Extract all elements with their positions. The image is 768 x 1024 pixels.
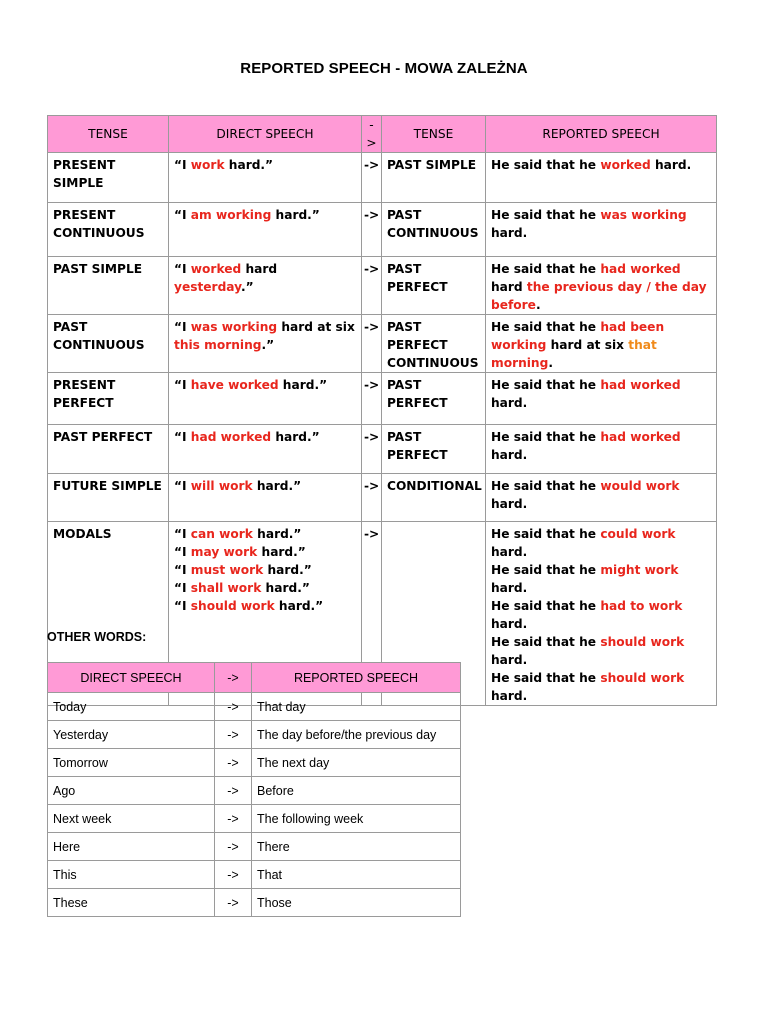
direct-speech-cell [169, 474, 362, 522]
plain-text: He said that he [491, 479, 601, 493]
plain-text: hard. [491, 653, 528, 667]
highlighted-text: had worked [600, 430, 681, 444]
plain-text: “I [174, 545, 191, 559]
reported-speech-cell [486, 522, 717, 706]
plain-text: “I [174, 262, 191, 276]
orange-text: that [628, 338, 657, 352]
reported-word-cell: That day [252, 693, 461, 721]
reported-speech-cell-line [491, 477, 711, 513]
arrow-cell: -> [362, 425, 382, 474]
header-reported-speech: REPORTED SPEECH [486, 116, 717, 153]
plain-text: He said that he [491, 262, 601, 276]
reported-tense-cell: PAST SIMPLE [382, 153, 486, 203]
tense-cell: PRESENT SIMPLE [48, 153, 169, 203]
plain-text: hard. [491, 617, 528, 631]
direct-speech-cell-line [174, 318, 356, 354]
highlighted-text: may work [190, 545, 258, 559]
direct-speech-cell-line [174, 543, 356, 561]
table-row [48, 749, 461, 777]
highlighted-text: should work [190, 599, 275, 613]
arrow-cell: -> [215, 749, 252, 777]
plain-text: “I [174, 158, 191, 172]
reported-speech-cell-line [491, 597, 711, 633]
arrow-cell: -> [362, 257, 382, 315]
tense-cell: PAST CONTINUOUS [48, 315, 169, 373]
reported-speech-cell [486, 425, 717, 474]
plain-text: .” [240, 280, 254, 294]
direct-speech-cell-line [174, 597, 356, 615]
direct-speech-cell-line [174, 376, 356, 394]
plain-text: “I [174, 563, 191, 577]
other-words-body [48, 693, 461, 917]
tense-table [47, 115, 717, 706]
reported-word-cell: That [252, 861, 461, 889]
highlighted-text: had worked [600, 262, 681, 276]
plain-text: hard. [491, 448, 528, 462]
direct-speech-cell [169, 257, 362, 315]
direct-word-cell: Tomorrow [48, 749, 215, 777]
table-row [48, 257, 717, 315]
direct-word-cell: Today [48, 693, 215, 721]
arrow-cell: -> [215, 861, 252, 889]
tense-table-body [48, 153, 717, 706]
plain-text: hard. [491, 396, 528, 410]
direct-word-cell: Next week [48, 805, 215, 833]
highlighted-text: should work [600, 635, 685, 649]
highlighted-text: might work [600, 563, 679, 577]
plain-text: . [548, 356, 553, 370]
reported-speech-cell [486, 474, 717, 522]
plain-text: hard. [491, 497, 528, 511]
highlighted-text: yesterday [174, 280, 241, 294]
direct-speech-cell-line [174, 206, 356, 224]
direct-speech-cell [169, 425, 362, 474]
direct-word-cell: Ago [48, 777, 215, 805]
plain-text: He said that he [491, 158, 601, 172]
highlighted-text: work [190, 158, 225, 172]
plain-text: hard at six [277, 320, 355, 334]
highlighted-text: am working [190, 208, 272, 222]
tense-table-header [48, 116, 717, 153]
plain-text: hard. [650, 158, 692, 172]
reported-speech-cell [486, 257, 717, 315]
table-row [48, 721, 461, 749]
plain-text: hard.” [224, 158, 274, 172]
reported-speech-cell [486, 203, 717, 257]
table-row [48, 315, 717, 373]
direct-word-cell: This [48, 861, 215, 889]
highlighted-text: was working [190, 320, 278, 334]
table-row [48, 474, 717, 522]
table-row [48, 777, 461, 805]
highlighted-text: worked [600, 158, 651, 172]
reported-speech-cell [486, 315, 717, 373]
reported-tense-cell: PAST PERFECT [382, 425, 486, 474]
plain-text: hard.” [257, 545, 306, 559]
reported-speech-cell [486, 373, 717, 425]
table-row [48, 373, 717, 425]
reported-tense-cell: PAST CONTINUOUS [382, 203, 486, 257]
plain-text: hard.” [271, 430, 320, 444]
highlighted-text: would work [600, 479, 680, 493]
plain-text: hard at six [546, 338, 629, 352]
reported-speech-cell-line [491, 561, 711, 597]
highlighted-text: must work [190, 563, 264, 577]
reported-word-cell: There [252, 833, 461, 861]
arrow-cell: -> [362, 522, 382, 706]
reported-word-cell: Before [252, 777, 461, 805]
direct-speech-cell [169, 203, 362, 257]
plain-text: hard [241, 262, 278, 276]
table-row [48, 889, 461, 917]
direct-speech-cell [169, 153, 362, 203]
direct-speech-cell-line [174, 477, 356, 495]
reported-speech-cell-line [491, 206, 711, 242]
direct-word-cell: Yesterday [48, 721, 215, 749]
arrow-cell: -> [215, 833, 252, 861]
highlighted-text: morning [491, 356, 549, 370]
plain-text: hard. [491, 226, 528, 240]
header-arrow: -> [215, 663, 252, 693]
header-direct-speech: DIRECT SPEECH [169, 116, 362, 153]
other-words-label: OTHER WORDS: [47, 630, 147, 644]
header-tense: TENSE [48, 116, 169, 153]
plain-text: He said that he [491, 378, 601, 392]
plain-text: hard.” [252, 527, 302, 541]
reported-word-cell: Those [252, 889, 461, 917]
reported-speech-cell-line [491, 376, 711, 412]
plain-text: hard.” [252, 479, 302, 493]
plain-text: “I [174, 527, 191, 541]
plain-text: “I [174, 479, 191, 493]
highlighted-text: had worked [190, 430, 272, 444]
arrow-cell: -> [215, 721, 252, 749]
header-direct-speech: DIRECT SPEECH [48, 663, 215, 693]
plain-text: He said that he [491, 635, 601, 649]
plain-text: “I [174, 581, 191, 595]
arrow-cell: -> [215, 693, 252, 721]
header-arrow: -> [362, 116, 382, 153]
reported-word-cell: The next day [252, 749, 461, 777]
reported-speech-cell-line [491, 318, 711, 372]
plain-text: hard.” [271, 208, 320, 222]
highlighted-text: will work [190, 479, 253, 493]
plain-text: He said that he [491, 563, 601, 577]
plain-text: hard. [491, 689, 528, 703]
highlighted-text: shall work [190, 581, 262, 595]
direct-speech-cell-line [174, 428, 356, 446]
reported-word-cell: The following week [252, 805, 461, 833]
arrow-cell: -> [362, 474, 382, 522]
reported-speech-cell [486, 153, 717, 203]
table-row [48, 153, 717, 203]
tense-cell: FUTURE SIMPLE [48, 474, 169, 522]
plain-text: hard. [491, 581, 528, 595]
highlighted-text: was working [600, 208, 687, 222]
table-row [48, 805, 461, 833]
plain-text: He said that he [491, 599, 601, 613]
direct-speech-cell [169, 315, 362, 373]
tense-cell: PRESENT PERFECT [48, 373, 169, 425]
direct-word-cell: These [48, 889, 215, 917]
reported-tense-cell: PAST PERFECT CONTINUOUS [382, 315, 486, 373]
other-words-header [48, 663, 461, 693]
highlighted-text: worked [190, 262, 242, 276]
highlighted-text: should work [600, 671, 685, 685]
plain-text: He said that he [491, 208, 601, 222]
reported-speech-cell-line [491, 669, 711, 705]
plain-text: “I [174, 430, 191, 444]
table-row [48, 203, 717, 257]
plain-text: He said that he [491, 527, 601, 541]
table-row [48, 833, 461, 861]
plain-text: “I [174, 599, 191, 613]
other-words-table [47, 662, 461, 917]
arrow-cell: -> [215, 889, 252, 917]
highlighted-text: had to work [600, 599, 683, 613]
direct-speech-cell [169, 373, 362, 425]
tense-cell: PAST PERFECT [48, 425, 169, 474]
reported-speech-cell-line [491, 260, 711, 314]
plain-text: hard.” [278, 378, 328, 392]
table-row [48, 693, 461, 721]
direct-speech-cell-line [174, 561, 356, 579]
arrow-cell: -> [362, 153, 382, 203]
direct-speech-cell-line [174, 260, 356, 296]
reported-speech-cell-line [491, 525, 711, 561]
header-tense-reported: TENSE [382, 116, 486, 153]
highlighted-text: this morning [174, 338, 262, 352]
reported-tense-cell: CONDITIONAL [382, 474, 486, 522]
header-reported-speech: REPORTED SPEECH [252, 663, 461, 693]
highlighted-text: the previous day / the day before [491, 280, 707, 312]
plain-text: He said that he [491, 320, 601, 334]
reported-tense-cell: PAST PERFECT [382, 257, 486, 315]
direct-word-cell: Here [48, 833, 215, 861]
highlighted-text: could work [600, 527, 676, 541]
plain-text: hard.” [261, 581, 310, 595]
arrow-cell: -> [362, 315, 382, 373]
table-row [48, 861, 461, 889]
highlighted-text: can work [190, 527, 253, 541]
highlighted-text: had worked [600, 378, 681, 392]
page-title: REPORTED SPEECH - MOWA ZALEŻNA [240, 60, 528, 77]
highlighted-text: had been working [491, 320, 665, 352]
reported-word-cell: The day before/the previous day [252, 721, 461, 749]
reported-speech-cell-line [491, 428, 711, 464]
plain-text: “I [174, 378, 191, 392]
tense-cell: MODALS [48, 522, 169, 706]
plain-text: He said that he [491, 671, 601, 685]
direct-speech-cell-line [174, 579, 356, 597]
plain-text: hard [491, 280, 527, 294]
plain-text: hard.” [263, 563, 312, 577]
arrow-cell: -> [362, 203, 382, 257]
arrow-cell: -> [362, 373, 382, 425]
highlighted-text: have worked [190, 378, 279, 392]
direct-speech-cell-line [174, 525, 356, 543]
plain-text: .” [261, 338, 275, 352]
plain-text: hard. [491, 545, 528, 559]
table-row [48, 425, 717, 474]
plain-text: hard.” [274, 599, 324, 613]
arrow-cell: -> [215, 805, 252, 833]
reported-speech-cell-line [491, 156, 711, 174]
direct-speech-cell-line [174, 156, 356, 174]
plain-text: He said that he [491, 430, 601, 444]
reported-speech-cell-line [491, 633, 711, 669]
arrow-cell: -> [215, 777, 252, 805]
reported-tense-cell: PAST PERFECT [382, 373, 486, 425]
tense-cell: PRESENT CONTINUOUS [48, 203, 169, 257]
plain-text: . [535, 298, 541, 312]
plain-text: “I [174, 208, 191, 222]
plain-text: “I [174, 320, 191, 334]
tense-cell: PAST SIMPLE [48, 257, 169, 315]
